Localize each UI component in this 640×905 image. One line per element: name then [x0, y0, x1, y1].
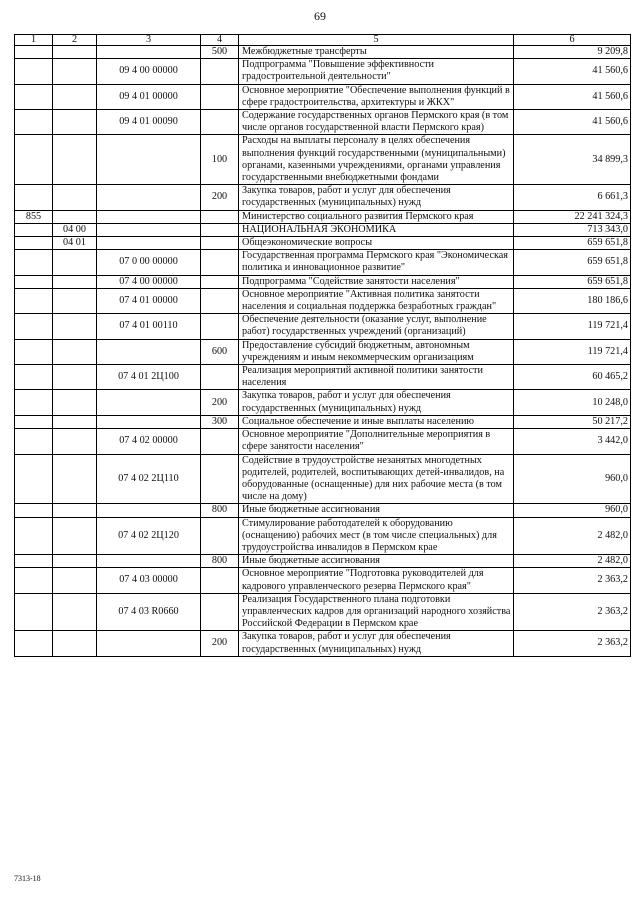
target-article-cell: 07 4 00 00000 [97, 275, 201, 288]
ministry-code-cell [15, 185, 53, 210]
item-name-cell: Межбюджетные трансферты [239, 46, 514, 59]
table-row [15, 504, 631, 517]
item-name-cell: Содействие в трудоустройстве незанятых многодетных родителей, родителей, воспитывающих детей-инвалидов, на оборудованные (оснащенные) для них рабочие места (в том числе на дому) [239, 454, 514, 504]
column-header: 3 [97, 35, 201, 46]
section-code-cell [53, 314, 97, 339]
target-article-cell: 07 4 01 00000 [97, 288, 201, 313]
target-article-cell: 07 4 03 R0660 [97, 593, 201, 631]
ministry-code-cell [15, 250, 53, 275]
amount-cell: 659 651,8 [514, 275, 631, 288]
ministry-code-cell [15, 314, 53, 339]
table-row [15, 84, 631, 109]
column-header: 1 [15, 35, 53, 46]
amount-cell: 119 721,4 [514, 314, 631, 339]
table-row [15, 135, 631, 185]
section-code-cell [53, 84, 97, 109]
table-row [15, 339, 631, 364]
table-row [15, 275, 631, 288]
ministry-code-cell [15, 429, 53, 454]
item-name-cell: Реализация мероприятий активной политики занятости населения [239, 365, 514, 390]
table-row [15, 429, 631, 454]
amount-cell: 119 721,4 [514, 339, 631, 364]
table-row [15, 415, 631, 428]
section-code-cell [53, 59, 97, 84]
expense-type-cell: 800 [201, 555, 239, 568]
table-row [15, 390, 631, 415]
column-header: 2 [53, 35, 97, 46]
section-code-cell [53, 504, 97, 517]
ministry-code-cell [15, 237, 53, 250]
amount-cell: 3 442,0 [514, 429, 631, 454]
expense-type-cell: 200 [201, 390, 239, 415]
expense-type-cell [201, 210, 239, 223]
table-row [15, 59, 631, 84]
amount-cell: 60 465,2 [514, 365, 631, 390]
target-article-cell [97, 555, 201, 568]
amount-cell: 180 186,6 [514, 288, 631, 313]
item-name-cell: Подпрограмма "Повышение эффективности градостроительной деятельности" [239, 59, 514, 84]
target-article-cell [97, 339, 201, 364]
expense-type-cell [201, 365, 239, 390]
item-name-cell: Предоставление субсидий бюджетным, автономным учреждениям и иным некоммерческим организациям [239, 339, 514, 364]
amount-cell: 34 899,3 [514, 135, 631, 185]
section-code-cell [53, 185, 97, 210]
expense-type-cell [201, 223, 239, 236]
target-article-cell: 07 0 00 00000 [97, 250, 201, 275]
expense-type-cell [201, 593, 239, 631]
ministry-code-cell [15, 110, 53, 135]
amount-cell: 960,0 [514, 454, 631, 504]
section-code-cell [53, 415, 97, 428]
section-code-cell [53, 454, 97, 504]
ministry-code-cell [15, 339, 53, 364]
expense-type-cell [201, 84, 239, 109]
amount-cell: 10 248,0 [514, 390, 631, 415]
item-name-cell: Социальное обеспечение и иные выплаты населению [239, 415, 514, 428]
ministry-code-cell [15, 517, 53, 555]
amount-cell: 2 363,2 [514, 593, 631, 631]
target-article-cell [97, 223, 201, 236]
table-row [15, 223, 631, 236]
amount-cell: 9 209,8 [514, 46, 631, 59]
table-row [15, 454, 631, 504]
expense-type-cell: 300 [201, 415, 239, 428]
ministry-code-cell [15, 135, 53, 185]
expense-type-cell: 500 [201, 46, 239, 59]
item-name-cell: Закупка товаров, работ и услуг для обеспечения государственных (муниципальных) нужд [239, 185, 514, 210]
target-article-cell [97, 504, 201, 517]
ministry-code-cell [15, 84, 53, 109]
target-article-cell: 07 4 02 00000 [97, 429, 201, 454]
target-article-cell: 07 4 03 00000 [97, 568, 201, 593]
item-name-cell: Иные бюджетные ассигнования [239, 555, 514, 568]
table-row [15, 568, 631, 593]
item-name-cell: Реализация Государственного плана подготовки управленческих кадров для организаций народного хозяйства Российской Федерации в Пермском крае [239, 593, 514, 631]
target-article-cell [97, 185, 201, 210]
section-code-cell [53, 555, 97, 568]
target-article-cell: 09 4 00 00000 [97, 59, 201, 84]
amount-cell: 22 241 324,3 [514, 210, 631, 223]
section-code-cell [53, 568, 97, 593]
item-name-cell: Министерство социального развития Пермского края [239, 210, 514, 223]
ministry-code-cell [15, 593, 53, 631]
ministry-code-cell [15, 454, 53, 504]
item-name-cell: НАЦИОНАЛЬНАЯ ЭКОНОМИКА [239, 223, 514, 236]
amount-cell: 41 560,6 [514, 110, 631, 135]
target-article-cell [97, 631, 201, 656]
expense-type-cell: 200 [201, 185, 239, 210]
item-name-cell: Основное мероприятие "Подготовка руководителей для кадрового управленческого резерва Пермского края" [239, 568, 514, 593]
target-article-cell [97, 135, 201, 185]
table-row [15, 237, 631, 250]
ministry-code-cell [15, 223, 53, 236]
expense-type-cell: 600 [201, 339, 239, 364]
table-row [15, 288, 631, 313]
ministry-code-cell [15, 365, 53, 390]
target-article-cell [97, 415, 201, 428]
page-number: 69 [314, 9, 326, 23]
section-code-cell: 04 00 [53, 223, 97, 236]
section-code-cell [53, 275, 97, 288]
target-article-cell: 07 4 01 00110 [97, 314, 201, 339]
table-row [15, 593, 631, 631]
table-row [15, 46, 631, 59]
item-name-cell: Иные бюджетные ассигнования [239, 504, 514, 517]
budget-table [14, 34, 631, 657]
section-code-cell [53, 631, 97, 656]
section-code-cell [53, 593, 97, 631]
expense-type-cell [201, 59, 239, 84]
ministry-code-cell [15, 288, 53, 313]
expense-type-cell [201, 275, 239, 288]
ministry-code-cell [15, 390, 53, 415]
section-code-cell [53, 110, 97, 135]
section-code-cell [53, 210, 97, 223]
target-article-cell: 07 4 01 2Ц100 [97, 365, 201, 390]
table-row [15, 185, 631, 210]
table-row [15, 110, 631, 135]
expense-type-cell [201, 454, 239, 504]
table-row [15, 250, 631, 275]
target-article-cell: 09 4 01 00090 [97, 110, 201, 135]
column-header: 5 [239, 35, 514, 46]
expense-type-cell [201, 314, 239, 339]
ministry-code-cell [15, 568, 53, 593]
section-code-cell [53, 429, 97, 454]
target-article-cell: 07 4 02 2Ц110 [97, 454, 201, 504]
item-name-cell: Подпрограмма "Содействие занятости населения" [239, 275, 514, 288]
column-header: 6 [514, 35, 631, 46]
amount-cell: 6 661,3 [514, 185, 631, 210]
amount-cell: 960,0 [514, 504, 631, 517]
table-row [15, 555, 631, 568]
column-header: 4 [201, 35, 239, 46]
table-header-row [15, 35, 631, 46]
ministry-code-cell [15, 631, 53, 656]
target-article-cell [97, 46, 201, 59]
target-article-cell [97, 390, 201, 415]
item-name-cell: Основное мероприятие "Обеспечение выполнения функций в сфере градостроительства, архитектуры и ЖКХ" [239, 84, 514, 109]
expense-type-cell [201, 250, 239, 275]
amount-cell: 2 482,0 [514, 555, 631, 568]
ministry-code-cell [15, 275, 53, 288]
amount-cell: 50 217,2 [514, 415, 631, 428]
expense-type-cell [201, 288, 239, 313]
section-code-cell [53, 339, 97, 364]
amount-cell: 2 363,2 [514, 631, 631, 656]
amount-cell: 2 482,0 [514, 517, 631, 555]
amount-cell: 659 651,8 [514, 250, 631, 275]
expense-type-cell: 800 [201, 504, 239, 517]
document-code: 7313-18 [14, 874, 41, 883]
expense-type-cell: 100 [201, 135, 239, 185]
ministry-code-cell [15, 504, 53, 517]
table-row [15, 314, 631, 339]
expense-type-cell [201, 568, 239, 593]
item-name-cell: Обеспечение деятельности (оказание услуг, выполнение работ) государственных учреждений (организаций) [239, 314, 514, 339]
amount-cell: 713 343,0 [514, 223, 631, 236]
section-code-cell [53, 288, 97, 313]
item-name-cell: Общеэкономические вопросы [239, 237, 514, 250]
ministry-code-cell [15, 415, 53, 428]
section-code-cell [53, 365, 97, 390]
amount-cell: 41 560,6 [514, 84, 631, 109]
section-code-cell: 04 01 [53, 237, 97, 250]
expense-type-cell [201, 517, 239, 555]
amount-cell: 659 651,8 [514, 237, 631, 250]
amount-cell: 41 560,6 [514, 59, 631, 84]
item-name-cell: Стимулирование работодателей к оборудованию (оснащению) рабочих мест (в том числе специальных) для трудоустройства инвалидов в Пермском крае [239, 517, 514, 555]
section-code-cell [53, 390, 97, 415]
expense-type-cell [201, 237, 239, 250]
target-article-cell: 07 4 02 2Ц120 [97, 517, 201, 555]
ministry-code-cell [15, 46, 53, 59]
table-row [15, 631, 631, 656]
ministry-code-cell [15, 555, 53, 568]
item-name-cell: Государственная программа Пермского края "Экономическая политика и инновационное развитие" [239, 250, 514, 275]
amount-cell: 2 363,2 [514, 568, 631, 593]
ministry-code-cell: 855 [15, 210, 53, 223]
table-row [15, 210, 631, 223]
section-code-cell [53, 250, 97, 275]
expense-type-cell [201, 110, 239, 135]
section-code-cell [53, 517, 97, 555]
target-article-cell: 09 4 01 00000 [97, 84, 201, 109]
section-code-cell [53, 46, 97, 59]
expense-type-cell: 200 [201, 631, 239, 656]
item-name-cell: Содержание государственных органов Пермского края (в том числе органов государственной власти Пермского края) [239, 110, 514, 135]
item-name-cell: Основное мероприятие "Активная политика занятости населения и социальная поддержка безработных граждан" [239, 288, 514, 313]
item-name-cell: Расходы на выплаты персоналу в целях обеспечения выполнения функций государственными (муниципальными) органами, казенными учреждениями, органами управления государственными внебюджетными фондами [239, 135, 514, 185]
target-article-cell [97, 237, 201, 250]
section-code-cell [53, 135, 97, 185]
item-name-cell: Основное мероприятие "Дополнительные мероприятия в сфере занятости населения" [239, 429, 514, 454]
expense-type-cell [201, 429, 239, 454]
ministry-code-cell [15, 59, 53, 84]
table-row [15, 365, 631, 390]
item-name-cell: Закупка товаров, работ и услуг для обеспечения государственных (муниципальных) нужд [239, 631, 514, 656]
item-name-cell: Закупка товаров, работ и услуг для обеспечения государственных (муниципальных) нужд [239, 390, 514, 415]
table-row [15, 517, 631, 555]
target-article-cell [97, 210, 201, 223]
